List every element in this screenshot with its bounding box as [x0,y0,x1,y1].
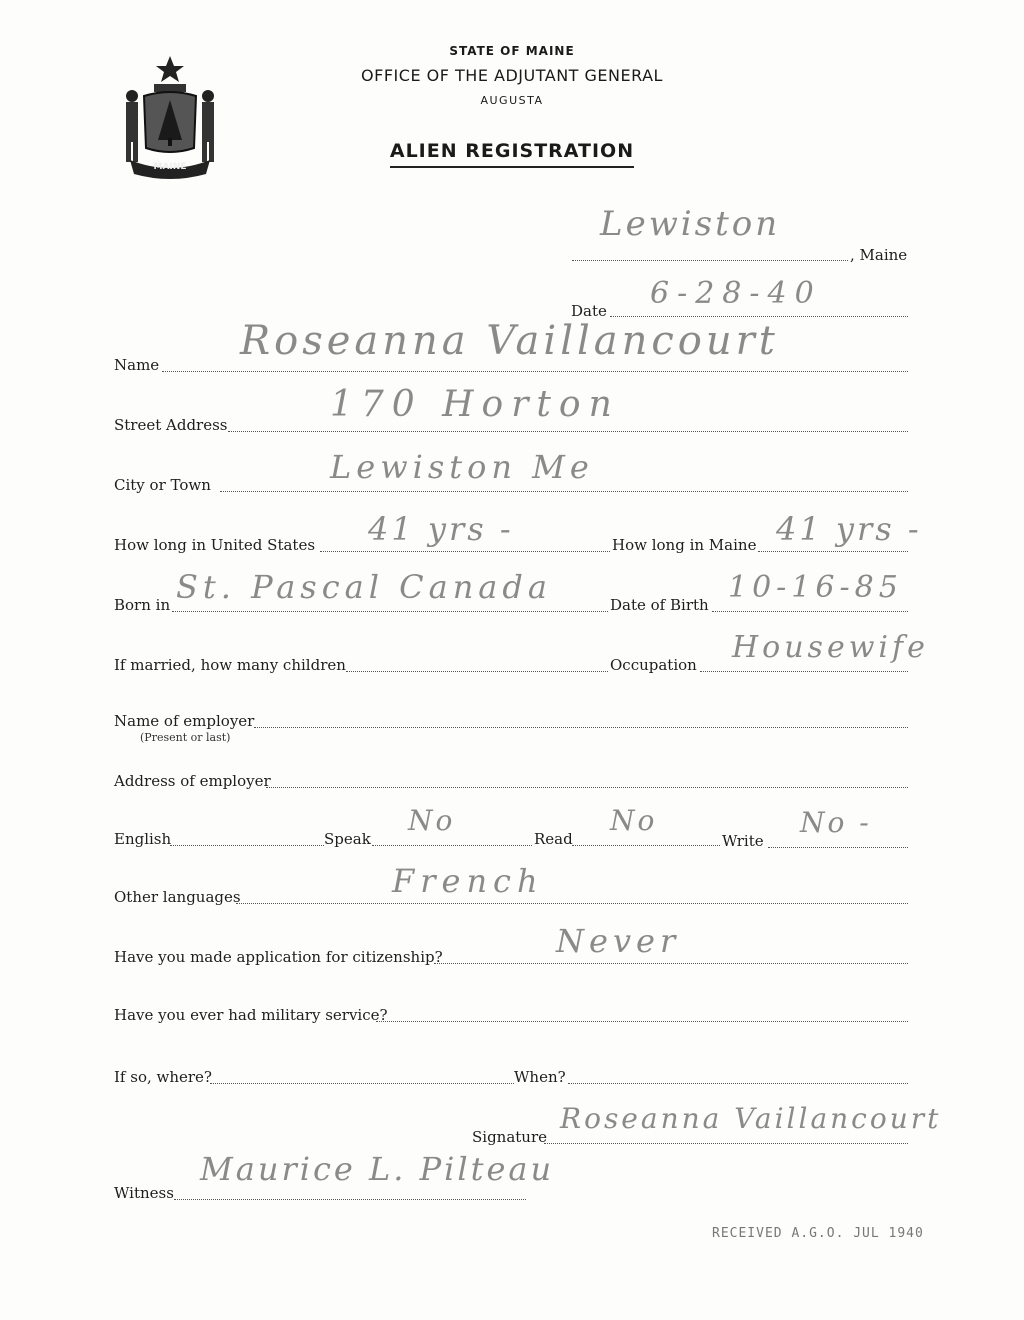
read-label: Read [534,830,573,848]
where-line [210,1083,514,1084]
name-line [162,371,908,372]
date-label: Date [571,302,607,320]
employer-label: Name of employer [114,712,255,730]
witness-line [174,1199,526,1200]
form-title [0,140,1024,162]
header-state: STATE OF MAINE [449,44,575,58]
signature-line [544,1143,908,1144]
when-line [568,1083,908,1084]
header-office: OFFICE OF THE ADJUTANT GENERAL [361,66,663,85]
employer-address-label: Address of employer [114,772,271,790]
city-line [220,491,908,492]
dob-line [712,611,908,612]
signature-value: Roseanna Vaillancourt [560,1102,942,1135]
military-line [376,1021,908,1022]
english-line [170,845,324,846]
date-value: 6-28-40 [650,276,822,311]
date-line [610,316,908,317]
how-long-maine-label: How long in Maine [612,536,757,554]
citizenship-value: Never [556,922,681,960]
city-value: Lewiston Me [330,448,594,486]
occupation-line [700,671,908,672]
form-title-text: ALIEN REGISTRATION [390,140,634,168]
born-in-label: Born in [114,596,171,614]
occupation-value: Housewife [732,630,929,665]
name-value: Roseanna Vaillancourt [240,318,779,364]
received-stamp: RECEIVED A.G.O. JUL 1940 [712,1226,924,1241]
witness-value: Maurice L. Pilteau [200,1150,555,1188]
where-label: If so, where? [114,1068,212,1086]
write-label: Write [722,832,764,850]
write-line [768,847,908,848]
other-languages-label: Other languages [114,888,241,906]
occupation-label: Occupation [610,656,697,674]
other-languages-line [236,903,908,904]
speak-value: No [408,804,456,837]
read-value: No [610,804,658,837]
employer-note: (Present or last) [140,731,231,744]
citizenship-line [434,963,908,964]
born-in-line [172,611,608,612]
place-line [572,260,848,261]
witness-label: Witness [114,1184,174,1202]
citizenship-label: Have you made application for citizenship? [114,948,443,966]
place-value: Lewiston [600,204,781,244]
english-label: English [114,830,172,848]
employer-line [254,727,908,728]
how-long-us-label: How long in United States [114,536,316,554]
city-label: City or Town [114,476,211,494]
how-long-us-value: 41 yrs - [368,510,514,548]
children-line [346,671,608,672]
how-long-maine-line [758,551,908,552]
dob-value: 10-16-85 [728,570,903,605]
maine-label: , Maine [850,246,908,264]
signature-label: Signature [472,1128,548,1146]
employer-address-line [266,787,908,788]
dob-label: Date of Birth [610,596,709,614]
how-long-us-line [320,551,610,552]
when-label: When? [514,1068,566,1086]
speak-label: Speak [324,830,371,848]
speak-line [372,845,532,846]
children-label: If married, how many children [114,656,346,674]
other-languages-value: French [392,862,544,900]
read-line [572,845,720,846]
name-label: Name [114,356,160,374]
street-value: 170 Horton [330,384,620,425]
write-value: No - [800,806,872,839]
military-label: Have you ever had military service? [114,1006,388,1024]
street-label: Street Address [114,416,228,434]
born-in-value: St. Pascal Canada [176,568,552,606]
seal-banner-text: MAINE [153,162,187,172]
how-long-maine-value: 41 yrs - [776,510,922,548]
header-city: AUGUSTA [480,94,544,107]
street-line [228,431,908,432]
